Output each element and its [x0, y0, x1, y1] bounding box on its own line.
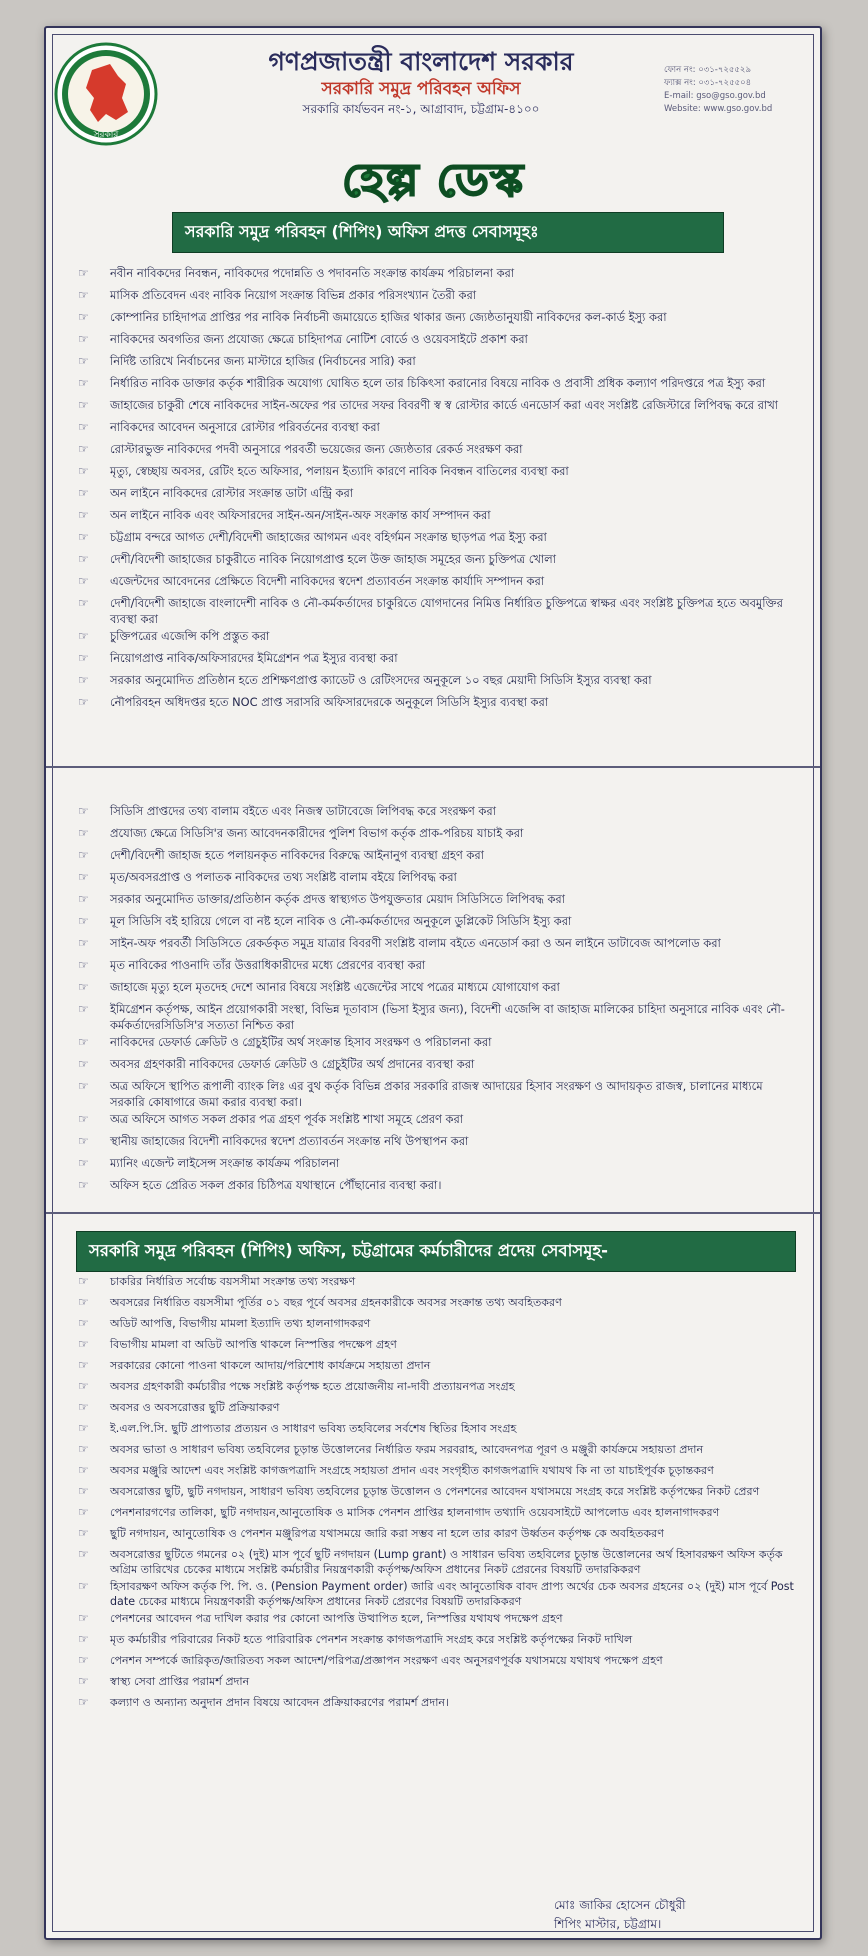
pointing-hand-icon: ☞	[78, 552, 89, 566]
header	[46, 28, 820, 140]
pointing-hand-icon: ☞	[78, 1505, 89, 1519]
pointing-hand-icon: ☞	[78, 673, 89, 687]
section-divider-1	[46, 766, 820, 768]
pointing-hand-icon: ☞	[78, 1421, 89, 1435]
help-desk-board	[44, 26, 822, 1940]
list-item-text: অবসরের নির্ধারিত বয়সসীমা পূর্তির ০১ বছর পূর্বে অবসর গ্রহনকারীকে অবসর সংক্রান্ত তথ্য অবহিতকরণ	[110, 1296, 562, 1309]
pointing-hand-icon: ☞	[78, 1358, 89, 1372]
list-item-text: কোম্পানির চাহিদাপত্র প্রাপ্তির পর নাবিক নির্বাচনী জমায়েতে হাজির থাকার জন্য জ্যেষ্ঠতানুযায়ী নাবিকদের কল-কার্ড ইস্যু করা	[110, 310, 667, 324]
pointing-hand-icon: ☞	[78, 442, 89, 456]
list-item-text: পেনশনের আবেদন পত্র দাখিল করার পর কোনো আপত্তি উত্থাপিত হলে, নিস্পত্তির যথাযথ পদক্ষেপ গ্রহণ	[110, 1612, 563, 1625]
list-item-text: মৃত নাবিকের পাওনাদি তাঁর উত্তরাধিকারীদের মধ্যে প্রেরণের ব্যবস্থা করা	[110, 958, 426, 972]
pointing-hand-icon: ☞	[78, 914, 89, 928]
list-item	[74, 848, 796, 868]
pointing-hand-icon: ☞	[78, 1002, 89, 1016]
list-item-text: অন লাইনে নাবিকদের রোস্টার সংক্রান্ত ডাটা এন্ট্রি করা	[110, 486, 354, 500]
list-item	[74, 1079, 796, 1110]
list-item-text: নাবিকদের অবগতির জন্য প্রযোজ্য ক্ষেত্রে চাহিদাপত্র নোটিশ বোর্ডে ও ওয়েবসাইটে প্রকাশ করা	[110, 332, 528, 346]
pointing-hand-icon: ☞	[78, 332, 89, 346]
pointing-hand-icon: ☞	[78, 1632, 89, 1646]
section3-list	[74, 1274, 796, 1716]
contact-fax: ফ্যাক্স নং: ০৩১-৭২৫৫০৪	[664, 78, 752, 88]
list-item	[74, 1002, 796, 1033]
contact-website: Website: www.gso.gov.bd	[664, 104, 773, 114]
list-item	[74, 826, 796, 846]
office-address: সরকারি কার্যভবন নং-১, আগ্রাবাদ, চট্টগ্রাম-৪১০০	[302, 102, 540, 116]
list-item-text: অবসর ও অবসরোত্তর ছুটি প্রক্রিয়াকরণ	[110, 1401, 280, 1414]
list-item	[74, 266, 796, 286]
list-item-text: কল্যাণ ও অন্যান্য অনুদান প্রদান বিষয়ে আবেদন প্রক্রিয়াকরণের পরামর্শ প্রদান।	[110, 1696, 450, 1709]
pointing-hand-icon: ☞	[78, 936, 89, 950]
pointing-hand-icon: ☞	[78, 848, 89, 862]
list-item-text: প্রযোজ্য ক্ষেত্রে সিডিসি'র জন্য আবেদনকারীদের পুলিশ বিভাগ কর্তৃক প্রাক-পরিচয় যাচাই করা	[110, 826, 524, 840]
list-item	[74, 1463, 796, 1482]
list-item	[74, 914, 796, 934]
pointing-hand-icon: ☞	[78, 398, 89, 412]
list-item	[74, 1653, 796, 1672]
section1-heading: সরকারি সমুদ্র পরিবহন (শিপিং) অফিস প্রদত্ত সেবাসমূহঃ	[172, 212, 724, 253]
list-item	[74, 1695, 796, 1714]
list-item	[74, 695, 796, 715]
list-item-text: চাকরির নির্ধারিত সর্বোচ্চ বয়সসীমা সংক্রান্ত তথ্য সংরক্ষণ	[110, 1275, 356, 1288]
list-item	[74, 1134, 796, 1154]
office-name: সরকারি সমুদ্র পরিবহন অফিস	[321, 79, 521, 99]
list-item-text: ছুটি নগদায়ন, আনুতোষিক ও পেনশন মঞ্জুরিপত্র যথাসময়ে জারি করা সম্ভব না হলে তার কারণ উর্ধ্বতন কর্তৃপক্ষ কে অবহিতকরণ	[110, 1527, 664, 1540]
list-item-text: জাহাজে মৃত্যু হলে মৃতদেহ দেশে আনার বিষয়ে সংশ্লিষ্ট এজেন্টের সাথে পত্রের মাধ্যমে যোগাযোগ করা	[110, 980, 560, 994]
list-item-text: অবসরোত্তর ছুটি, ছুটি নগদায়ন, সাধারণ ভবিষ্য তহবিলের চূড়ান্ত উত্তোলন ও পেনশনের আবেদন যথাসময়ে সংগ্রহ করে সংশ্লিষ্ট কর্তৃপক্ষের নিকট প্রেরণ	[110, 1485, 760, 1498]
list-item	[74, 574, 796, 594]
pointing-hand-icon: ☞	[78, 629, 89, 643]
list-item	[74, 420, 796, 440]
list-item-text: অত্র অফিসে স্থাপিত রূপালী ব্যাংক লিঃ এর বুথ কর্তৃক বিভিন্ন প্রকার সরকারি রাজস্ব আদায়ের হিসাব সংরক্ষণ ও আদায়কৃত রাজস্ব, চালানের মাধ্যমে সরকারি কোষাগারে জমা করার ব্যবস্থা করা।	[110, 1079, 763, 1109]
section2-list	[74, 804, 796, 1200]
list-item-text: পেনশন সম্পর্কে জারিকৃত/জারিতব্য সকল আদেশ/পরিপত্র/প্রজ্ঞাপন সংরক্ষণ এবং অনুসরণপূর্বক যথাসময়ে যথাযথ পদক্ষেপ গ্রহণ	[110, 1654, 663, 1667]
pointing-hand-icon: ☞	[78, 1295, 89, 1309]
list-item	[74, 1316, 796, 1335]
list-item	[74, 1674, 796, 1693]
list-item	[74, 310, 796, 330]
list-item	[74, 1611, 796, 1630]
signatory-designation: শিপিং মাস্টার, চট্টগ্রাম।	[554, 1917, 662, 1931]
pointing-hand-icon: ☞	[78, 1156, 89, 1170]
pointing-hand-icon: ☞	[78, 1134, 89, 1148]
list-item-text: ম্যানিং এজেন্ট লাইসেন্স সংক্রান্ত কার্যক্রম পরিচালনা	[110, 1156, 340, 1170]
pointing-hand-icon: ☞	[78, 1379, 89, 1393]
pointing-hand-icon: ☞	[78, 1579, 89, 1593]
signatory-name: মোঃ জাকির হোসেন চৌধুরী	[554, 1898, 686, 1912]
pointing-hand-icon: ☞	[78, 1653, 89, 1667]
list-item-text: নৌপরিবহন অধিদপ্তর হতে NOC প্রাপ্ত সরাসরি অফিসারদেরকে অনুকূলে সিডিসি ইস্যুর ব্যবস্থা করা	[110, 695, 549, 709]
list-item	[74, 376, 796, 396]
list-item	[74, 870, 796, 890]
list-item-text: নিয়োগপ্রাপ্ত নাবিক/অফিসারদের ইমিগ্রেশন পত্র ইস্যুর ব্যবস্থা করা	[110, 651, 398, 665]
list-item-text: অবসর গ্রহণকারী নাবিকদের ডেফার্ড ক্রেডিট ও গ্রেচুইটির অর্থ প্রদানের ব্যবস্থা করা	[110, 1057, 475, 1071]
pointing-hand-icon: ☞	[78, 695, 89, 709]
pointing-hand-icon: ☞	[78, 1035, 89, 1049]
pointing-hand-icon: ☞	[78, 464, 89, 478]
list-item-text: রোস্টারভুক্ত নাবিকদের পদবী অনুসারে পরবর্তী ভয়েজের জন্য জ্যেষ্ঠতার রেকর্ড সংরক্ষণ করা	[110, 442, 523, 456]
list-item	[74, 1400, 796, 1419]
list-item	[74, 1295, 796, 1314]
pointing-hand-icon: ☞	[78, 1463, 89, 1477]
list-item	[74, 508, 796, 528]
list-item-text: সাইন-অফ পরবর্তী সিডিসিতে রেকর্ডকৃত সমুদ্র যাত্রার বিবরণী সংশ্লিষ্ট বালাম বইতে এনডোর্স করা ও অন লাইনে ডাটাবেজ আপলোড করা	[110, 936, 721, 950]
list-item	[74, 332, 796, 352]
list-item-text: মূল সিডিসি বই হারিয়ে গেলে বা নষ্ট হলে নাবিক ও নৌ-কর্মকর্তাদের অনুকূলে ডুপ্লিকেট সিডিসি ইস্যু করা	[110, 914, 572, 928]
list-item	[74, 1035, 796, 1055]
pointing-hand-icon: ☞	[78, 892, 89, 906]
list-item	[74, 486, 796, 506]
list-item-text: সিডিসি প্রাপ্তদের তথ্য বালাম বইতে এবং নিজস্ব ডাটাবেজে লিপিবদ্ধ করে সংরক্ষণ করা	[110, 804, 496, 818]
list-item	[74, 398, 796, 418]
list-item-text: নবীন নাবিকদের নিবন্ধন, নাবিকদের পদোন্নতি ও পদাবনতি সংক্রান্ত কার্যক্রম পরিচালনা করা	[110, 266, 515, 280]
list-item	[74, 1358, 796, 1377]
list-item-text: মৃত কর্মচারীর পরিবারের নিকট হতে পারিবারিক পেনশন সংক্রান্ত কাগজপত্রাদি সংগ্রহ করে সংশ্লিষ্ট কর্তৃপক্ষের নিকট দাখিল	[110, 1633, 633, 1646]
list-item	[74, 1274, 796, 1293]
list-item	[74, 1057, 796, 1077]
list-item-text: মাসিক প্রতিবেদন এবং নাবিক নিয়োগ সংক্রান্ত বিভিন্ন প্রকার পরিসংখ্যান তৈরী করা	[110, 288, 477, 302]
list-item-text: মৃত্যু, স্বেচ্ছায় অবসর, রেটিং হতে অফিসার, পলায়ন ইত্যাদি কারণে নাবিক নিবন্ধন বাতিলের ব্যবস্থা করা	[110, 464, 569, 478]
contact-info	[664, 64, 804, 116]
pointing-hand-icon: ☞	[78, 376, 89, 390]
pointing-hand-icon: ☞	[78, 596, 89, 610]
list-item-text: নির্ধারিত নাবিক ডাক্তার কর্তৃক শারীরিক অযোগ্য ঘোষিত হলে তার চিকিৎসা করানোর বিষয়ে নাবিক ও প্রবাসী প্রধিক কল্যাণ পরিদপ্তরে পত্র ইস্যু করা	[110, 376, 766, 390]
list-item-text: দেশী/বিদেশী জাহাজ হতে পলায়নকৃত নাবিকদের বিরুদ্ধে আইনানুগ ব্যবস্থা গ্রহণ করা	[110, 848, 484, 862]
list-item-text: স্থানীয় জাহাজের বিদেশী নাবিকদের স্বদেশ প্রত্যাবর্তন সংক্রান্ত নথি উপস্থাপন করা	[110, 1134, 469, 1148]
list-item	[74, 530, 796, 550]
list-item	[74, 1484, 796, 1503]
list-item	[74, 552, 796, 572]
pointing-hand-icon: ☞	[78, 288, 89, 302]
contact-phone: ফোন নং: ০৩১-৭২৫৫২৯	[664, 65, 751, 75]
list-item-text: অন লাইনে নাবিক এবং অফিসারদের সাইন-অন/সাইন-অফ সংক্রান্ত কার্য সম্পাদন করা	[110, 508, 491, 522]
pointing-hand-icon: ☞	[78, 508, 89, 522]
list-item	[74, 288, 796, 308]
pointing-hand-icon: ☞	[78, 1695, 89, 1709]
list-item	[74, 442, 796, 462]
list-item	[74, 1547, 796, 1577]
list-item-text: অবসর গ্রহণকারী কর্মচারীর পক্ষে সংশ্লিষ্ট কর্তৃপক্ষ হতে প্রয়োজনীয় না-দাবী প্রত্যায়নপত্র সংগ্রহ	[110, 1380, 515, 1393]
pointing-hand-icon: ☞	[78, 266, 89, 280]
list-item	[74, 980, 796, 1000]
list-item-text: জাহাজের চাকুরী শেষে নাবিকদের সাইন-অফের পর তাদের সফর বিবরণী স্ব স্ব রোস্টার কার্ডে এনডোর্স করা এবং সংশ্লিষ্ট রেজিস্টারে লিপিবদ্ধ করে রাখা	[110, 398, 778, 412]
list-item-text: অডিট আপত্তি, বিভাগীয় মামলা ইত্যাদি তথ্য হালনাগাদকরণ	[110, 1317, 371, 1330]
pointing-hand-icon: ☞	[78, 420, 89, 434]
list-item	[74, 892, 796, 912]
section1-list	[74, 266, 796, 717]
pointing-hand-icon: ☞	[78, 354, 89, 368]
list-item-text: ইমিগ্রেশন কর্তৃপক্ষ, আইন প্রয়োগকারী সংস্থা, বিভিন্ন দূতাবাস (ভিসা ইস্যুর জন্য), বিদেশী এজেন্সি বা জাহাজ মালিকের চাহিদা অনুসারে নাবিক এবং নৌ-কর্মকর্তাদেরসিডিসি'র সত্যতা নিশ্চিত করা	[110, 1002, 785, 1032]
list-item-text: পেনশনারগণের তালিকা, ছুটি নগদায়ন,আনুতোষিক ও মাসিক পেনশন প্রাপ্তির হালনাগাদ তথ্যাদি ওয়েবসাইটে আপলোড এবং হালনাগাদকরণ	[110, 1506, 720, 1519]
list-item	[74, 596, 796, 627]
pointing-hand-icon: ☞	[78, 1337, 89, 1351]
list-item	[74, 673, 796, 693]
pointing-hand-icon: ☞	[78, 1274, 89, 1288]
pointing-hand-icon: ☞	[78, 486, 89, 500]
list-item-text: সরকার অনুমোদিত ডাক্তার/প্রতিষ্ঠান কর্তৃক প্রদত্ত স্বাস্থ্যগত উপযুক্ততার মেয়াদ সিডিসিতে লিপিবদ্ধ করা	[110, 892, 565, 906]
list-item-text: মৃত/অবসরপ্রাপ্ত ও পলাতক নাবিকদের তথ্য সংশ্লিষ্ট বালাম বইয়ে লিপিবদ্ধ করা	[110, 870, 457, 884]
list-item-text: অবসর ভাতা ও সাধারণ ভবিষ্য তহবিলের চূড়ান্ত উত্তোলনের নির্ধারিত ফরম সরবরাহ, আবেদনপত্র পূরণ ও মঞ্জুরী কার্যক্রমে সহায়তা প্রদান	[110, 1443, 704, 1456]
pointing-hand-icon: ☞	[78, 958, 89, 972]
pointing-hand-icon: ☞	[78, 1057, 89, 1071]
pointing-hand-icon: ☞	[78, 1316, 89, 1330]
list-item-text: চট্টগ্রাম বন্দরে আগত দেশী/বিদেশী জাহাজের আগমন এবং বহির্গমন সংক্রান্ত ছাড়পত্র পত্র ইস্যু করা	[110, 530, 547, 544]
list-item-text: এজেন্টদের আবেদনের প্রেক্ষিতে বিদেশী নাবিকদের স্বদেশ প্রত্যাবর্তন সংক্রান্ত কার্যাদি সম্পাদন করা	[110, 574, 545, 588]
pointing-hand-icon: ☞	[78, 1112, 89, 1126]
pointing-hand-icon: ☞	[78, 310, 89, 324]
pointing-hand-icon: ☞	[78, 870, 89, 884]
list-item	[74, 1421, 796, 1440]
list-item	[74, 1632, 796, 1651]
pointing-hand-icon: ☞	[78, 1178, 89, 1192]
list-item	[74, 1337, 796, 1356]
list-item	[74, 354, 796, 374]
list-item-text: সরকারের কোনো পাওনা থাকলে আদায়/পরিশোধ কার্যক্রমে সহায়তা প্রদান	[110, 1359, 431, 1372]
seal-text: সরকার	[93, 130, 119, 140]
list-item-text: দেশী/বিদেশী জাহাজে বাংলাদেশী নাবিক ও নৌ-কর্মকর্তাদের চাকুরিতে যোগদানের নিমিত্ত নির্ধারিত চুক্তিপত্রে স্বাক্ষর এবং সংশ্লিষ্ট চুক্তিপত্র হতে অবমুক্তির ব্যবস্থা করা	[110, 596, 783, 626]
list-item	[74, 1579, 796, 1609]
list-item-text: সরকার অনুমোদিত প্রতিষ্ঠান হতে প্রশিক্ষণপ্রাপ্ত ক্যাডেট ও রেটিংসদের অনুকূলে ১০ বছর মেয়াদী সিডিসি ইস্যুর ব্যবস্থা করা	[110, 673, 652, 687]
section-divider-2	[46, 1212, 820, 1214]
list-item-text: অবসর মঞ্জুরি আদেশ এবং সংশ্লিষ্ট কাগজপত্রাদি সংগ্রহে সহায়তা প্রদান এবং সংগৃহীত কাগজপত্রাদি যথাযথ কি না তা যাচাইপূর্বক চূড়ান্তকরণ	[110, 1464, 714, 1477]
help-desk-title: হেল্প ডেস্ক	[341, 153, 525, 207]
pointing-hand-icon: ☞	[78, 574, 89, 588]
pointing-hand-icon: ☞	[78, 1547, 89, 1561]
list-item	[74, 1178, 796, 1198]
list-item-text: ই.এল.পি.সি. ছুটি প্রাপ্যতার প্রত্যয়ন ও সাধারণ ভবিষ্য তহবিলের সর্বশেষ স্থিতির হিসাব সংগ্রহ	[110, 1422, 517, 1435]
list-item	[74, 651, 796, 671]
list-item-text: অবসরোত্তর ছুটিতে গমনের ০২ (দুই) মাস পূর্বে ছুটি নগদায়ন (Lump grant) ও সাধারন ভবিষ্য তহবিলের চূড়ান্ত উত্তোলনের অর্থ হিসাবরক্ষণ অফিস কর্তৃক অগ্রিম তারিখের চেকের মাধ্যমে সংশ্লিষ্ট কর্মচারীর নিয়ন্ত্রণকারী কর্তৃপক্ষ/অফিস প্রধানের নিকট প্রেরনের বিষয়টি তদারকিকরণ	[110, 1548, 783, 1576]
list-item	[74, 804, 796, 824]
list-item-text: অত্র অফিসে আগত সকল প্রকার পত্র গ্রহণ পূর্বক সংশ্লিষ্ট শাখা সমূহে প্রেরণ করা	[110, 1112, 464, 1126]
pointing-hand-icon: ☞	[78, 980, 89, 994]
government-seal-icon	[52, 40, 160, 148]
pointing-hand-icon: ☞	[78, 1079, 89, 1093]
pointing-hand-icon: ☞	[78, 804, 89, 818]
pointing-hand-icon: ☞	[78, 1674, 89, 1688]
list-item	[74, 464, 796, 484]
list-item	[74, 1112, 796, 1132]
pointing-hand-icon: ☞	[78, 651, 89, 665]
list-item	[74, 1156, 796, 1176]
signature-block	[554, 1896, 794, 1934]
list-item-text: হিসাবরক্ষণ অফিস কর্তৃক পি. পি. ও. (Pension Payment order) জারি এবং আনুতোষিক বাবদ প্রাপ্য অর্থের চেক অবসর গ্রহনের ০২ (দুই) মাস পূর্বে Post date চেকের মাধ্যমে নিয়ন্ত্রণকারী কর্তৃপক্ষ/অফিস প্রধানের নিকট প্রেরণের বিষয়টি তদারকিকরণ	[110, 1580, 794, 1608]
pointing-hand-icon: ☞	[78, 1611, 89, 1625]
list-item	[74, 1526, 796, 1545]
pointing-hand-icon: ☞	[78, 1400, 89, 1414]
list-item-text: দেশী/বিদেশী জাহাজের চাকুরীতে নাবিক নিয়োগপ্রাপ্ত হলে উক্ত জাহাজ সমূহের জন্য চুক্তিপত্র খোলা	[110, 552, 556, 566]
list-item-text: নাবিকদের ডেফার্ড ক্রেডিট ও গ্রেচুইটির অর্থ সংক্রান্ত হিসাব সংরক্ষণ ও পরিচালনা করা	[110, 1035, 492, 1049]
pointing-hand-icon: ☞	[78, 1442, 89, 1456]
pointing-hand-icon: ☞	[78, 826, 89, 840]
list-item	[74, 629, 796, 649]
list-item-text: বিভাগীয় মামলা বা অডিট আপত্তি থাকলে নিস্পত্তির পদক্ষেপ গ্রহণ	[110, 1338, 397, 1351]
list-item	[74, 958, 796, 978]
government-title: গণপ্রজাতন্ত্রী বাংলাদেশ সরকার	[268, 47, 574, 76]
list-item-text: নাবিকদের আবেদন অনুসারে রোস্টার পরিবর্তনের ব্যবস্থা করা	[110, 420, 380, 434]
list-item-text: অফিস হতে প্রেরিত সকল প্রকার চিঠিপত্র যথাস্থানে পৌঁছানোর ব্যবস্থা করা।	[110, 1178, 442, 1192]
pointing-hand-icon: ☞	[78, 1526, 89, 1540]
list-item-text: নির্দিষ্ট তারিখে নির্বাচনের জন্য মাস্টারে হাজির (নির্বাচনের সারি) করা	[110, 354, 416, 368]
contact-email: E-mail: gso@gso.gov.bd	[664, 91, 766, 101]
pointing-hand-icon: ☞	[78, 530, 89, 544]
list-item	[74, 936, 796, 956]
pointing-hand-icon: ☞	[78, 1484, 89, 1498]
list-item-text: স্বাস্থ্য সেবা প্রাপ্তির পরামর্শ প্রদান	[110, 1675, 250, 1688]
list-item	[74, 1379, 796, 1398]
list-item	[74, 1505, 796, 1524]
list-item-text: চুক্তিপত্রের এজেন্সি কপি প্রস্তুত করা	[110, 629, 270, 643]
section3-heading: সরকারি সমুদ্র পরিবহন (শিপিং) অফিস, চট্টগ্রামের কর্মচারীদের প্রদেয় সেবাসমূহ-	[76, 1231, 796, 1272]
list-item	[74, 1442, 796, 1461]
